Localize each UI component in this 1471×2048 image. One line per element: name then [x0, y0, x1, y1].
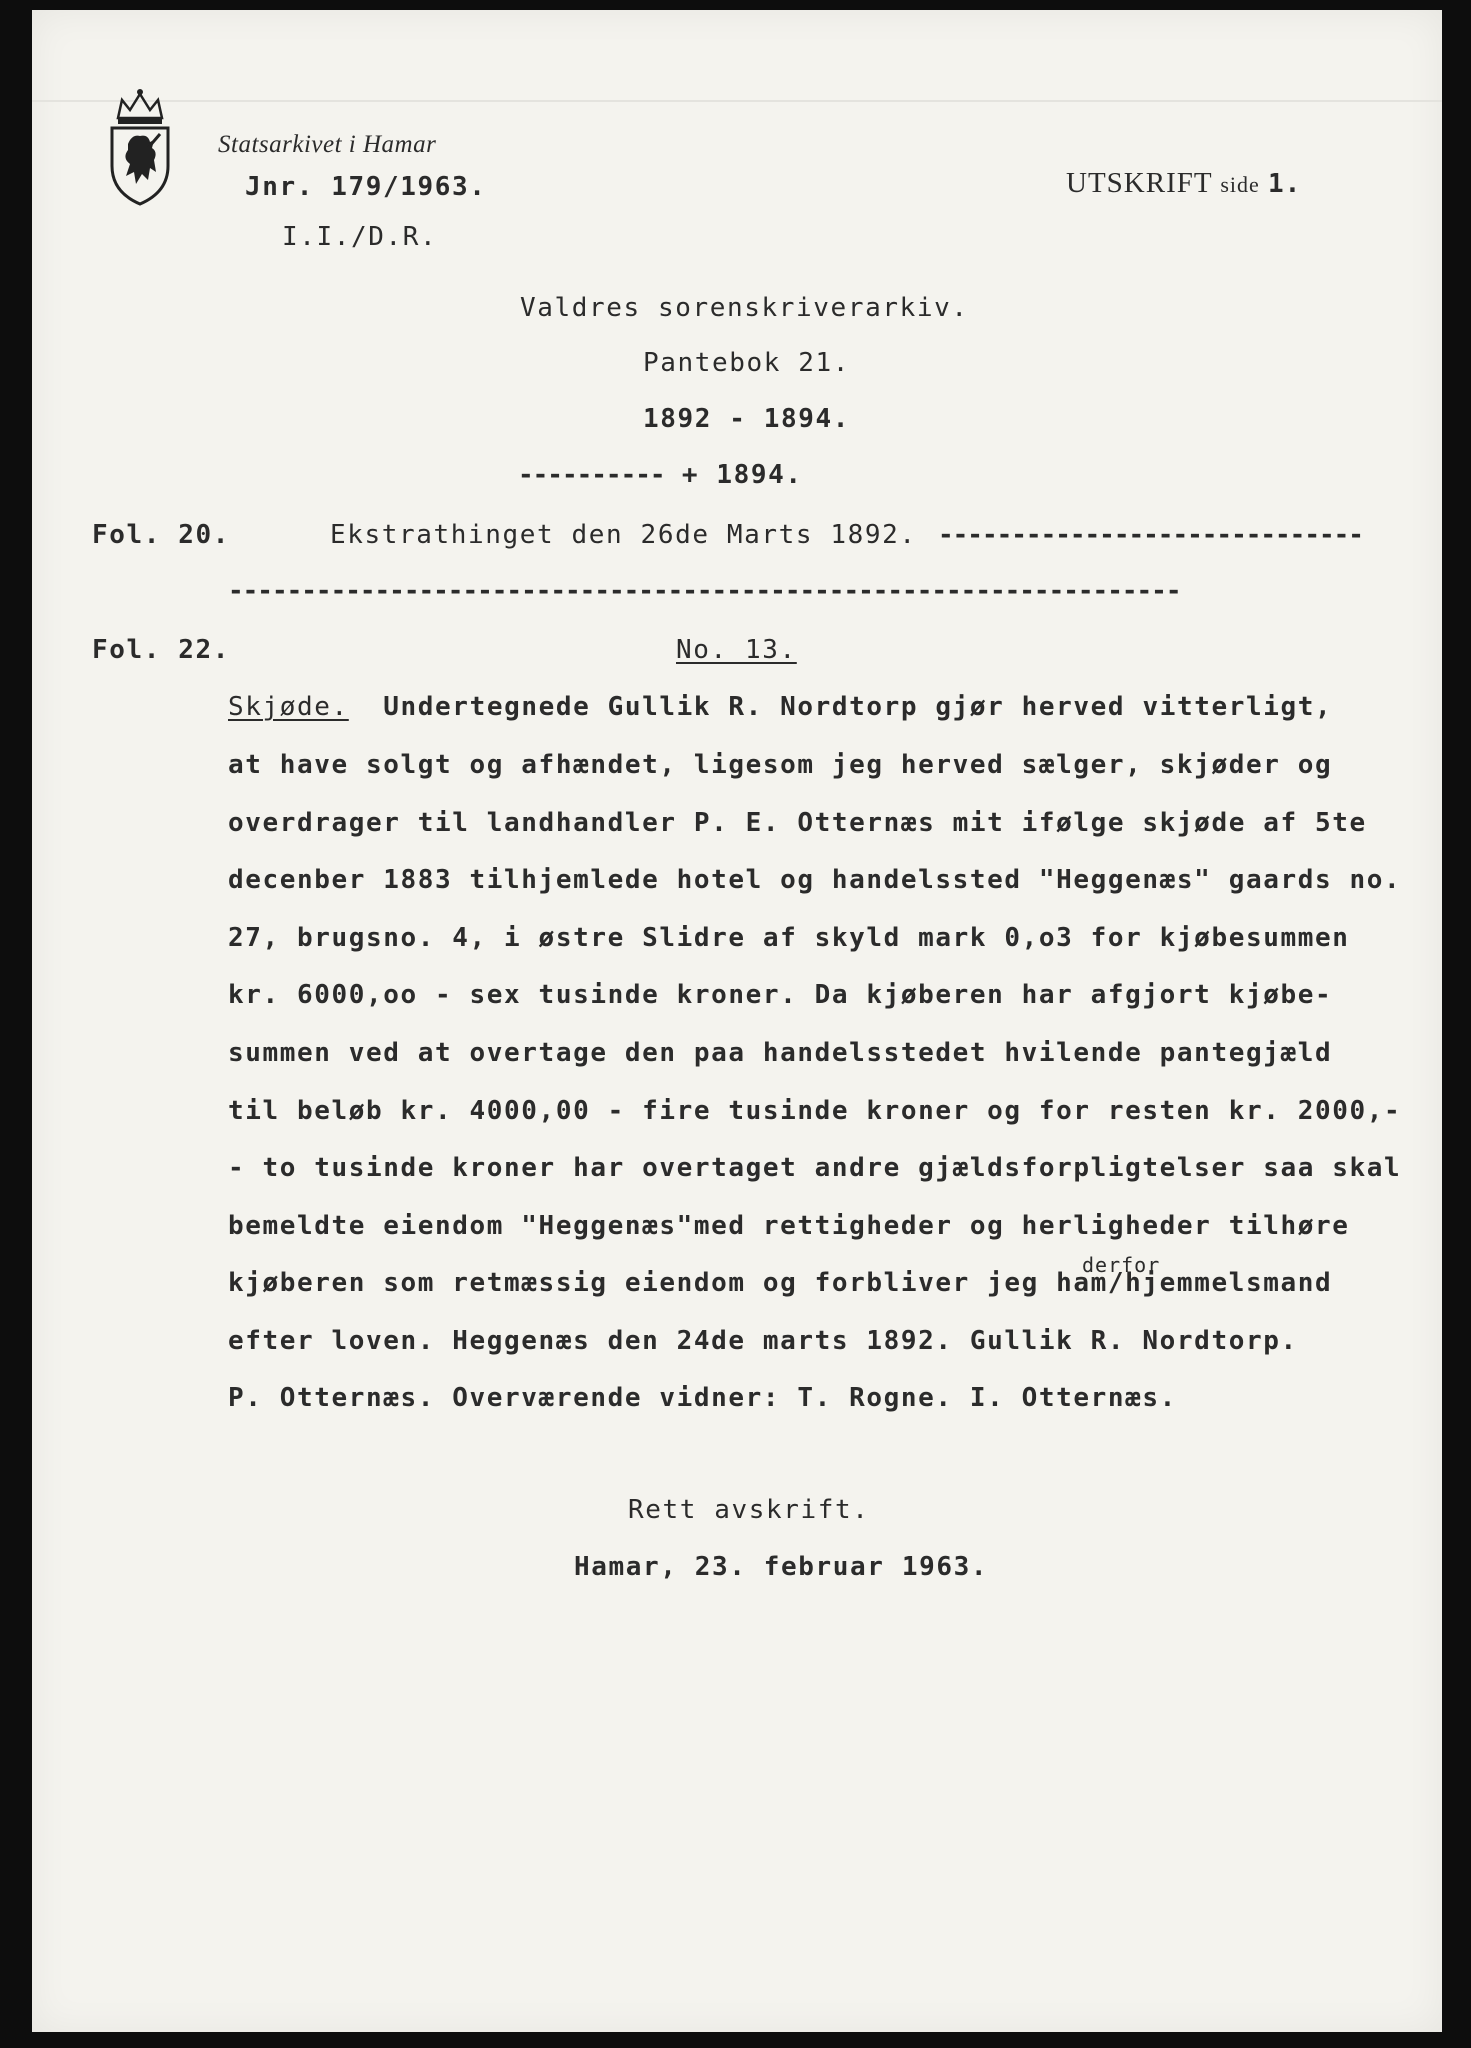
entry-number: No. 13.	[676, 635, 797, 665]
body-line-11-b: /hjemmelsmand	[1107, 1268, 1333, 1298]
utskrift-header	[1066, 168, 1301, 200]
norwegian-lion-crest-icon	[108, 88, 172, 206]
page-number: 1.	[1268, 169, 1302, 199]
initials: I.I./D.R.	[282, 222, 438, 252]
body-line-1-text: Undertegnede Gullik R. Nordtorp gjør herved vitterligt,	[383, 692, 1333, 722]
folio-22: Fol. 22.	[92, 635, 231, 665]
body-line-13: P. Otternæs. Overværende vidner: T. Rogne. I. Otternæs.	[228, 1383, 1177, 1413]
folio-20: Fol. 20.	[92, 520, 231, 550]
date-range: 1892 - 1894.	[643, 404, 851, 434]
closing-place-date: Hamar, 23. februar 1963.	[574, 1552, 989, 1582]
body-line-4: decenber 1883 tilhjemlede hotel og handelssted "Heggenæs" gaards no.	[228, 865, 1402, 895]
journal-number: Jnr. 179/1963.	[245, 172, 487, 202]
separator-line: -----------------------------------------------------------------	[228, 576, 1181, 606]
body-line-6: kr. 6000,oo - sex tusinde kroner. Da kjøberen har afgjort kjøbe-	[228, 980, 1333, 1010]
end-year: + 1894.	[681, 460, 803, 490]
insertion-word: derfor	[1082, 1253, 1161, 1277]
closing-rett-avskrift: Rett avskrift.	[628, 1495, 870, 1525]
body-line-12: efter loven. Heggenæs den 24de marts 1892. Gullik R. Nordtorp.	[228, 1326, 1298, 1356]
entry-trailing-dashes: -----------------------------	[938, 520, 1363, 550]
side-label: side	[1220, 172, 1260, 197]
pantebok-title: Pantebok 21.	[643, 348, 851, 378]
utskrift-label: UTSKRIFT	[1066, 167, 1213, 199]
dash-leader: ----------	[518, 460, 665, 490]
body-line-1	[228, 692, 1332, 722]
ekstrathing-entry: Ekstrathinget den 26de Marts 1892.	[330, 520, 917, 550]
fold-line	[32, 100, 1442, 102]
body-line-3: overdrager til landhandler P. E. Otternæs mit ifølge skjøde af 5te	[228, 808, 1367, 838]
body-heading: Skjøde.	[228, 692, 349, 722]
body-line-11-a: kjøberen som retmæssig eiendom og forbliver jeg ham	[228, 1268, 1108, 1298]
archive-title: Valdres sorenskriverarkiv.	[520, 293, 969, 323]
body-line-9: - to tusinde kroner har overtaget andre gjældsforpligtelser saa skal	[228, 1153, 1402, 1183]
body-line-7: summen ved at overtage den paa handelsstedet hvilende pantegjæld	[228, 1038, 1333, 1068]
body-line-5: 27, brugsno. 4, i østre Slidre af skyld mark 0,o3 for kjøbesummen	[228, 923, 1350, 953]
body-line-10: bemeldte eiendom "Heggenæs"med rettigheder og herligheder tilhøre	[228, 1211, 1350, 1241]
body-line-8: til beløb kr. 4000,00 - fire tusinde kroner og for resten kr. 2000,-	[228, 1096, 1402, 1126]
body-line-11	[228, 1268, 1332, 1298]
date-end-line	[518, 460, 803, 490]
body-line-2: at have solgt og afhændet, ligesom jeg herved sælger, skjøder og	[228, 750, 1333, 780]
archive-name: Statsarkivet i Hamar	[218, 131, 437, 158]
